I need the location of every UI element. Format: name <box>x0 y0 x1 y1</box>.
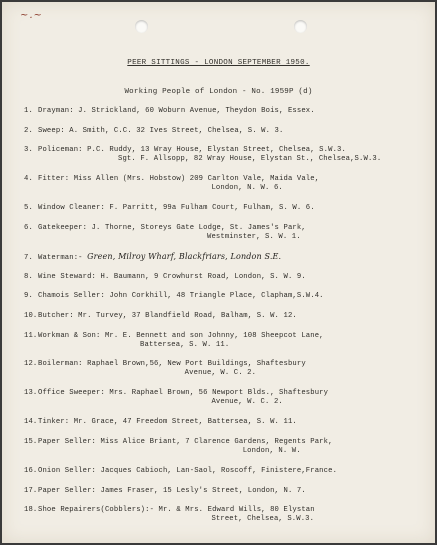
list-item <box>24 252 428 263</box>
item-text: London, N. W. 6. <box>24 184 283 192</box>
item-text: Paper Seller: James Fraser, 15 Lesly's Street, London, N. 7. <box>38 487 306 495</box>
item-text: London, N. W. <box>24 447 301 455</box>
item-number: 12. <box>24 360 38 368</box>
item-text: Fitter: Miss Allen (Mrs. Hobstow) 209 Carlton Vale, Maida Vale, <box>38 175 320 183</box>
item-number: 3. <box>24 146 33 154</box>
punch-hole <box>135 20 148 33</box>
list-item <box>24 332 428 350</box>
item-number: 5. <box>24 204 33 212</box>
item-text: Tinker: Mr. Grace, 47 Freedom Street, Battersea, S. W. 11. <box>38 418 297 426</box>
list-item <box>24 175 428 193</box>
item-text: Waterman:- <box>38 254 88 262</box>
item-text: Drayman: J. Strickland, 60 Woburn Avenue, Theydon Bois, Essex. <box>38 107 315 115</box>
item-text: Workman & Son: Mr. E. Bennett and son Johnny, 108 Sheepcot Lane, <box>38 332 324 340</box>
item-text: Onion Seller: Jacques Cabioch, Lan-Saol, Roscoff, Finistere,France. <box>38 467 338 475</box>
list-item <box>24 312 428 321</box>
item-number: 7. <box>24 254 33 262</box>
margin-mark: ~.~ <box>20 10 43 21</box>
list-item <box>24 487 428 496</box>
list-item <box>24 506 428 524</box>
item-number: 18. <box>24 506 38 514</box>
item-number: 11. <box>24 332 38 340</box>
item-number: 16. <box>24 467 38 475</box>
item-number: 8. <box>24 273 33 281</box>
item-number: 6. <box>24 224 33 232</box>
handwritten-text: Green, Milroy Wharf, Blackfriars, London S.E. <box>87 252 282 261</box>
list-item <box>24 146 428 164</box>
item-number: 13. <box>24 389 38 397</box>
document-title: PEER SITTINGS - LONDON SEPTEMBER 1950. <box>127 59 310 67</box>
list-item <box>24 418 428 427</box>
list-item <box>24 204 428 213</box>
item-number: 1. <box>24 107 33 115</box>
item-text: Paper Seller: Miss Alice Briant, 7 Clarence Gardens, Regents Park, <box>38 438 333 446</box>
item-text: Avenue, W. C. 2. <box>24 398 283 406</box>
item-text: Westminster, S. W. 1. <box>24 233 301 241</box>
list-item <box>24 127 428 136</box>
item-text: Boilerman: Raphael Brown,56, New Port Buildings, Shaftesbury <box>38 360 306 368</box>
item-text: Sgt. F. Allsopp, 82 Wray House, Elystan St., Chelsea,S.W.3. <box>118 155 382 163</box>
item-text: Policeman: P.C. Ruddy, 13 Wray House, Elystan Street, Chelsea, S.W.3. <box>38 146 346 154</box>
item-number: 10. <box>24 312 38 320</box>
document-subtitle: Working People of London - No. 1959P (d) <box>124 88 313 96</box>
item-number: 14. <box>24 418 38 426</box>
list-item <box>24 273 428 282</box>
item-text: Window Cleaner: F. Parritt, 99a Fulham Court, Fulham, S. W. 6. <box>38 204 315 212</box>
list-item <box>24 360 428 378</box>
document-page <box>2 2 435 543</box>
item-text: Gatekeeper: J. Thorne, Storeys Gate Lodge, St. James's Park, <box>38 224 306 232</box>
list-item <box>24 438 428 456</box>
list-item <box>24 107 428 116</box>
item-number: 17. <box>24 487 38 495</box>
item-text: Sweep: A. Smith, C.C. 32 Ives Street, Chelsea, S. W. 3. <box>38 127 284 135</box>
list-item <box>24 467 428 476</box>
item-text: Chamois Seller: John Corkhill, 48 Triangle Place, Clapham,S.W.4. <box>38 292 324 300</box>
item-number: 4. <box>24 175 33 183</box>
item-text: Street, Chelsea, S.W.3. <box>24 515 315 523</box>
item-text: Avenue, W. C. 2. <box>24 369 257 377</box>
item-text: Battersea, S. W. 11. <box>24 341 230 349</box>
list-item <box>24 224 428 242</box>
punch-hole <box>294 20 307 33</box>
list-item <box>24 292 428 301</box>
list-item <box>24 389 428 407</box>
item-text: Butcher: Mr. Turvey, 37 Blandfield Road, Balham, S. W. 12. <box>38 312 297 320</box>
item-number: 15. <box>24 438 38 446</box>
item-text: Wine Steward: H. Baumann, 9 Crowhurst Road, London, S. W. 9. <box>38 273 306 281</box>
item-number: 2. <box>24 127 33 135</box>
item-text: Office Sweeper: Mrs. Raphael Brown, 56 Newport Blds., Shaftesbury <box>38 389 329 397</box>
item-text: Shoe Repairers(Cobblers):- Mr. & Mrs. Edward Wills, 80 Elystan <box>38 506 315 514</box>
item-number: 9. <box>24 292 33 300</box>
